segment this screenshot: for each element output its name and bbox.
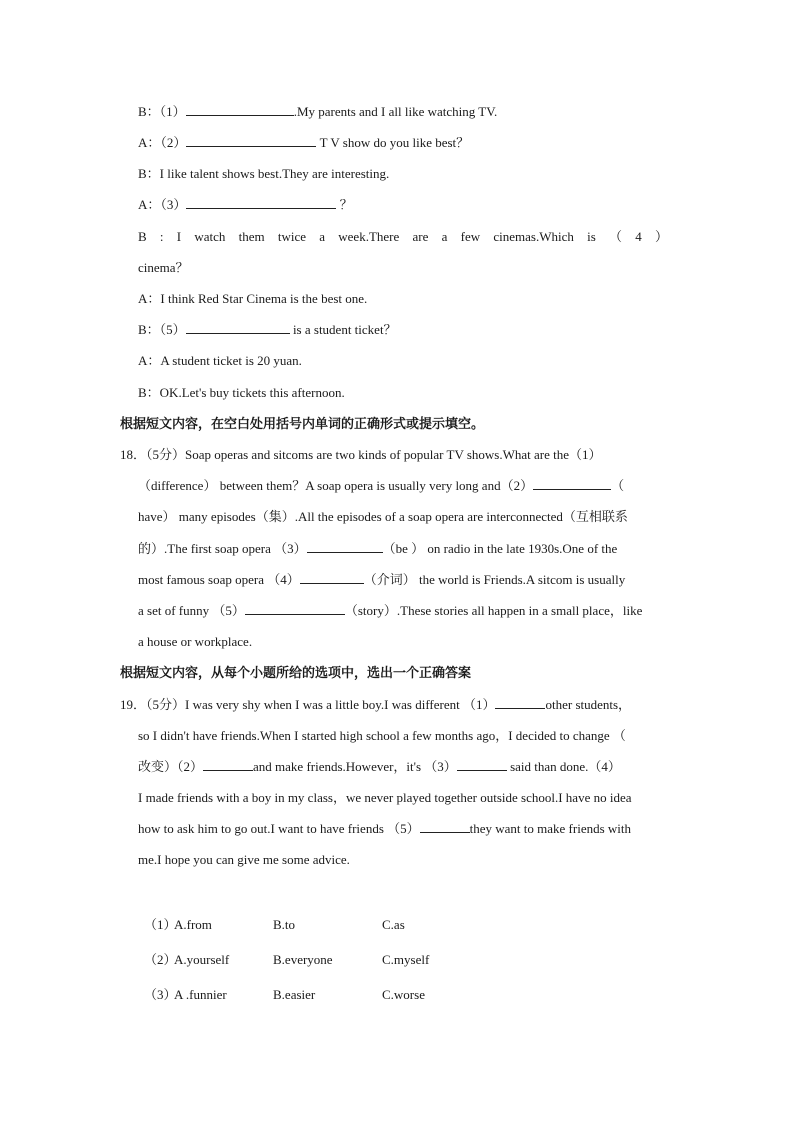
dialogue-text: I like talent shows best.They are interesting. (159, 166, 390, 181)
dialogue-text: I think Red Star Cinema is the best one. (160, 291, 368, 306)
answer-blank[interactable] (186, 134, 316, 147)
dialogue-text: T V show do you like best？ (316, 135, 470, 150)
word: are (412, 229, 429, 244)
passage-text: they want to make friends with (469, 821, 632, 836)
q19-line-3 (138, 758, 621, 776)
dialogue-line-3 (138, 165, 389, 183)
speaker-label: A： (138, 291, 161, 306)
option-a[interactable]: A.from (174, 917, 212, 932)
dialogue-text: ？ (336, 197, 353, 212)
speaker-label: B： (138, 385, 160, 400)
blank-number: （2） (160, 135, 187, 150)
passage-text: a house or workplace. (138, 634, 253, 649)
answer-blank[interactable] (186, 196, 336, 209)
word: cinemas.Which (493, 229, 574, 244)
answer-blank[interactable] (495, 696, 545, 709)
option-b[interactable]: B.to (273, 917, 296, 932)
q18-line-6 (138, 602, 642, 620)
answer-blank[interactable] (186, 103, 294, 116)
q18-line-7 (138, 633, 252, 651)
word: few (460, 229, 481, 244)
option-b[interactable]: B.easier (273, 987, 316, 1002)
dialogue-line-5b (138, 259, 189, 277)
word: 4 (635, 229, 642, 244)
q18-line-4 (138, 540, 617, 558)
option-a[interactable]: A .funnier (174, 987, 227, 1002)
passage-text: 18．（5分）Soap operas and sitcoms are two kinds of popular TV shows.What are the（1） (120, 447, 602, 462)
speaker-label: B： (138, 322, 160, 337)
speaker-label: B： (138, 166, 160, 181)
passage-text: how to ask him to go out.I want to have friends （5） (138, 821, 420, 836)
option-c[interactable]: C.worse (382, 987, 425, 1002)
dialogue-line-1 (138, 103, 497, 121)
speaker-label: B (138, 229, 147, 244)
answer-blank[interactable] (203, 758, 253, 771)
answer-blank[interactable] (533, 477, 611, 490)
word: a (319, 229, 326, 244)
word: watch (194, 229, 226, 244)
answer-blank[interactable] (186, 321, 290, 334)
dialogue-text: A student ticket is 20 yuan. (160, 353, 302, 368)
answer-blank[interactable] (420, 820, 470, 833)
dialogue-line-9 (138, 384, 345, 402)
answer-blank[interactable] (307, 540, 383, 553)
speaker-label: A： (138, 197, 161, 212)
word: is (587, 229, 596, 244)
blank-number: （5） (159, 322, 186, 337)
passage-text: and make friends.However，it's （3） (253, 759, 457, 774)
section-heading-19: 根据短文内容，从每个小题所给的选项中，选出一个正确答案 (120, 665, 472, 680)
passage-text: 19．（5分）I was very shy when I was a little boy.I was different （1） (120, 697, 496, 712)
dialogue-line-4 (138, 196, 353, 214)
answer-blank[interactable] (457, 758, 507, 771)
speaker-label: B： (138, 104, 160, 119)
dialogue-text: .My parents and I all like watching TV. (293, 104, 498, 119)
q18-line-1 (120, 446, 602, 464)
option-a[interactable]: A.yourself (174, 952, 230, 967)
passage-text: （介词） the world is Friends.A sitcom is usually (363, 572, 626, 587)
passage-text: so I didn't have friends.When I started high school a few months ago，I decided to change （ (138, 728, 626, 743)
dialogue-line-2 (138, 134, 469, 152)
word: ） (654, 229, 668, 244)
word: them (238, 229, 265, 244)
option-c[interactable]: C.myself (382, 952, 430, 967)
q19-line-5 (138, 820, 631, 838)
option-c[interactable]: C.as (382, 917, 405, 932)
speaker-label: A： (138, 353, 161, 368)
passage-text: I made friends with a boy in my class，we never played together outside school.I have no idea (138, 790, 632, 805)
q19-line-1 (120, 696, 631, 714)
q18-line-2 (138, 477, 624, 495)
passage-text: 改变）（2） (138, 759, 204, 774)
option-number: （1） (144, 917, 177, 932)
dialogue-line-8 (138, 352, 302, 370)
section-heading-18: 根据短文内容，在空白处用括号内单词的正确形式或提示填空。 (120, 416, 485, 431)
dialogue-text: OK.Let's buy tickets this afternoon. (159, 385, 345, 400)
word: : (159, 229, 164, 244)
passage-text: have） many episodes（集）.All the episodes of a soap opera are interconnected（互相联系 (138, 509, 628, 524)
blank-number: （3） (160, 197, 187, 212)
word: （ (609, 229, 623, 244)
passage-text: （story）.These stories all happen in a small place，like (344, 603, 643, 618)
passage-text: （difference） between them？A soap opera is usually very long and（2） (138, 478, 534, 493)
dialogue-line-7 (138, 321, 397, 339)
word: a (441, 229, 448, 244)
option-b[interactable]: B.everyone (273, 952, 333, 967)
passage-text: （ (611, 478, 625, 493)
answer-blank[interactable] (245, 602, 345, 615)
q18-line-3 (138, 508, 628, 526)
q19-line-2 (138, 727, 626, 745)
option-number: （2） (144, 952, 177, 967)
passage-text: （be ） on radio in the late 1930s.One of the (382, 541, 618, 556)
word: week.There (338, 229, 400, 244)
dialogue-text: is a student ticket？ (289, 322, 397, 337)
q19-line-6 (138, 851, 350, 869)
passage-text: a set of funny （5） (138, 603, 245, 618)
word: twice (277, 229, 307, 244)
q18-line-5 (138, 571, 625, 589)
word: I (176, 229, 182, 244)
dialogue-line-5a (138, 228, 668, 246)
option-number: （3） (144, 987, 177, 1002)
speaker-label: A： (138, 135, 161, 150)
passage-text: 的）.The first soap opera （3） (138, 541, 307, 556)
passage-text: most famous soap opera （4） (138, 572, 300, 587)
answer-blank[interactable] (300, 571, 364, 584)
q19-line-4 (138, 789, 632, 807)
passage-text: said than done.（4） (506, 759, 621, 774)
blank-number: （1） (159, 104, 186, 119)
dialogue-text: cinema？ (138, 260, 189, 275)
passage-text: me.I hope you can give me some advice. (138, 852, 350, 867)
passage-text: other students， (545, 697, 632, 712)
dialogue-line-6 (138, 290, 367, 308)
